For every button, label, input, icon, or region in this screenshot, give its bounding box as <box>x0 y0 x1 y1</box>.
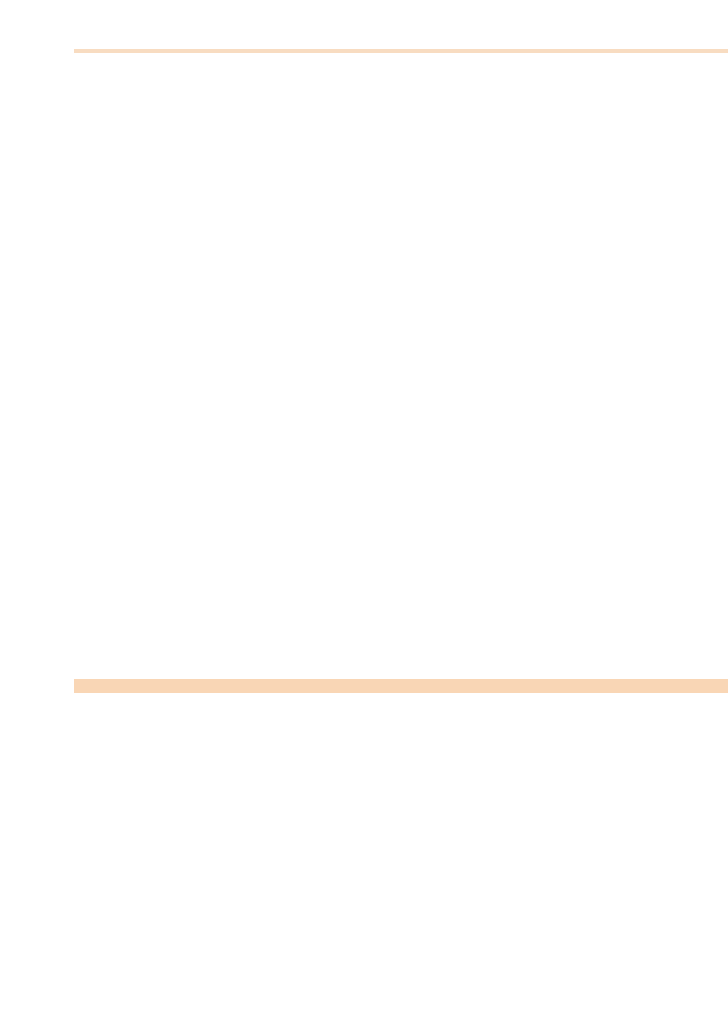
top-divider <box>74 49 728 53</box>
bottom-divider <box>74 679 728 693</box>
